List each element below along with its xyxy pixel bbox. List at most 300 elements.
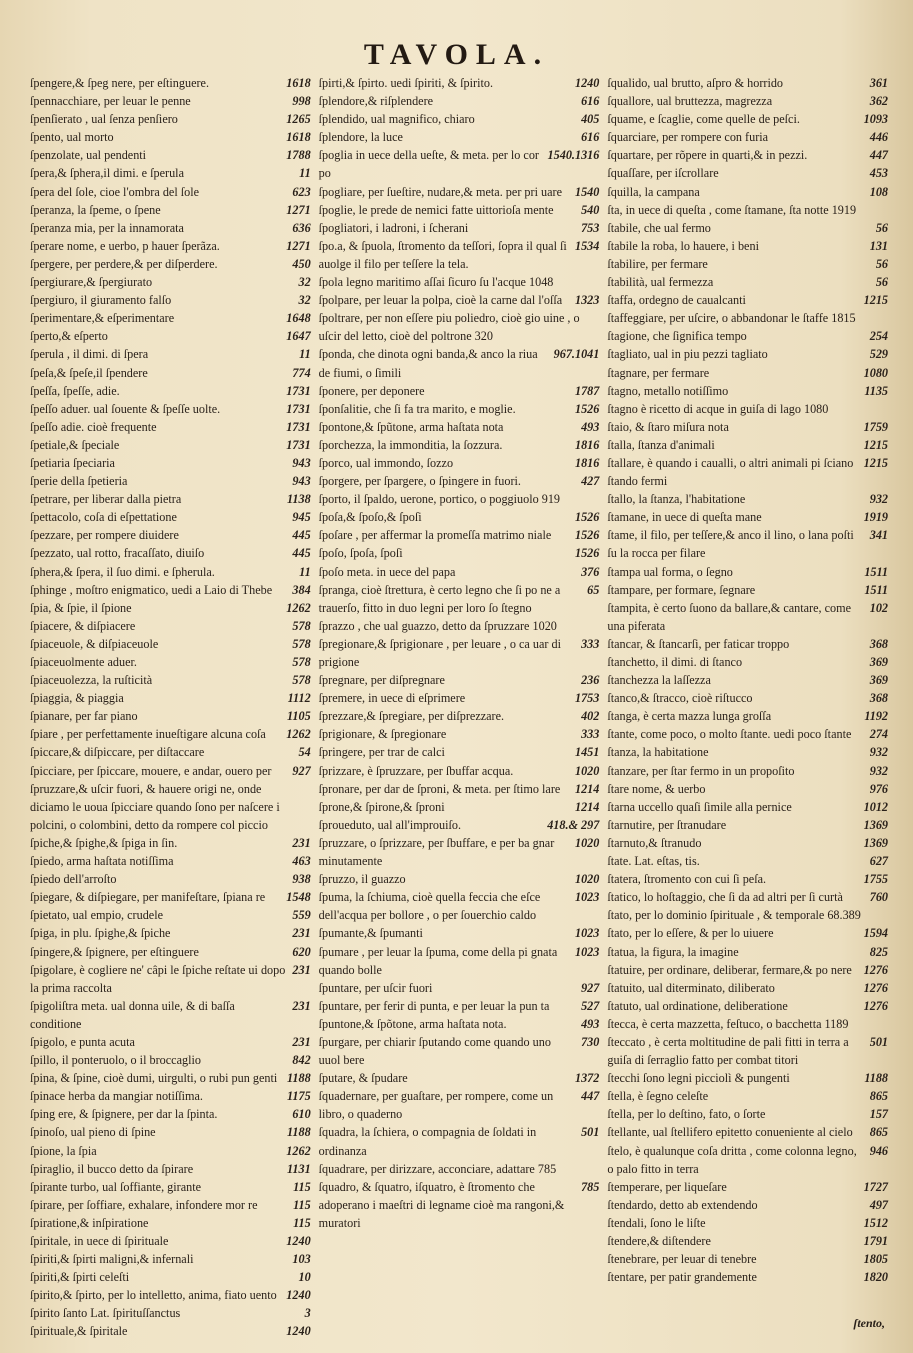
page-reference: 1240	[286, 1324, 311, 1339]
index-entry	[607, 762, 888, 780]
index-entry	[30, 1214, 311, 1232]
index-entry	[30, 382, 311, 400]
page-reference: 231	[292, 835, 311, 850]
index-term: ſtallo, la ſtanza, l'habitatione	[607, 492, 746, 507]
page-reference: 1023	[574, 944, 600, 959]
index-term: ſtendardo, detto ab extendendo	[607, 1197, 758, 1212]
page-reference: 131	[869, 238, 889, 253]
index-term: ſpinoſo, ual pieno di ſpine	[30, 1125, 156, 1140]
index-entry	[30, 128, 311, 146]
index-term: ſplendore, la luce	[318, 130, 403, 145]
page-reference: 1526	[574, 401, 600, 416]
index-term: ſpennacchiare, per leuar le penne	[30, 94, 191, 109]
page-reference: 447	[869, 148, 889, 163]
page-reference: 231	[292, 1034, 311, 1049]
catchword: ſtento,	[853, 1316, 885, 1330]
index-entry	[30, 164, 311, 182]
page-reference: 446	[869, 130, 889, 145]
page-reference: 501	[869, 1034, 889, 1049]
index-entry	[319, 563, 600, 581]
index-entry	[607, 1123, 888, 1141]
index-term: ſtelo, è qualunque coſa dritta , come colonna legno, o palo fitto in terra	[607, 1143, 857, 1176]
index-entry	[30, 1196, 311, 1214]
page-reference: 932	[869, 745, 889, 760]
index-entry	[607, 364, 888, 382]
index-term: ſpoglie, le prede de nemici fatte uittorioſa mente	[318, 202, 554, 217]
index-entry	[30, 1105, 311, 1123]
page-reference: 1188	[864, 1071, 889, 1086]
page-reference: 1262	[286, 727, 311, 742]
index-term: ſpontone,& ſpũtone, arma haſtata nota	[318, 419, 504, 434]
index-term: ſtaffeggiare, per uſcire, o abbandonar le ſtaffe 1815	[607, 311, 856, 326]
index-term: ſtare nome, & uerbo	[607, 781, 706, 796]
index-entry	[607, 798, 888, 816]
index-term: ſpiedo dell'arroſto	[30, 872, 117, 887]
page-reference: 1323	[574, 293, 600, 308]
index-entry	[319, 526, 600, 544]
page-reference: 865	[869, 1089, 889, 1104]
page-reference: 1727	[863, 1179, 889, 1194]
index-entry	[319, 1178, 600, 1232]
index-entry	[607, 1033, 888, 1069]
index-term: ſpiaceuole, & diſpiaceuole	[30, 636, 159, 651]
index-entry	[30, 345, 311, 363]
index-entry	[30, 219, 311, 237]
index-entry	[319, 870, 600, 888]
index-column-3	[607, 74, 888, 1324]
page-reference: 938	[292, 872, 311, 887]
page-reference: 1919	[863, 510, 889, 525]
index-entry	[607, 309, 888, 327]
index-entry	[30, 544, 311, 562]
index-term: ſpigolare, è cogliere ne' câpi le ſpiche reſtate ui dopo la prima raccolta	[30, 962, 286, 995]
page-reference: 1755	[863, 872, 889, 887]
index-entry	[319, 273, 600, 291]
index-entry	[30, 92, 311, 110]
index-entry	[319, 183, 600, 201]
index-entry	[319, 92, 600, 110]
index-entry	[30, 508, 311, 526]
index-term: ſpirare, per ſoffiare, exhalare, infondere mor re	[30, 1197, 258, 1212]
index-term: ſtaio, & ſtaro miſura nota	[607, 419, 729, 434]
index-entry	[30, 1087, 311, 1105]
index-term: ſperanza mia, per la innamorata	[30, 220, 184, 235]
index-term: ſquilla, la campana	[607, 184, 700, 199]
index-term: ſpiaggia, & piaggia	[30, 691, 124, 706]
page-reference: 115	[293, 1179, 311, 1194]
index-entry	[607, 888, 888, 906]
index-entry	[607, 924, 888, 942]
index-entry	[30, 1250, 311, 1268]
index-entry	[30, 110, 311, 128]
index-term: ſtellante, ual ſtellifero epitetto conueniente al cielo	[607, 1125, 853, 1140]
index-term: ſpranga, cioè ſtrettura, è certo legno che ſi po ne a trauerſo, fitto in duo legni per loro ſo ſtegno	[318, 582, 561, 615]
index-entry	[30, 870, 311, 888]
index-term: ſplendido, ual magnifico, chiaro	[318, 112, 475, 127]
page-reference: 1526	[574, 510, 600, 525]
index-term: ſquallore, ual bruttezza, magrezza	[607, 94, 773, 109]
page-reference: 10	[298, 1270, 311, 1285]
index-term: ſtabile la roba, lo hauere, i beni	[607, 238, 759, 253]
page-reference: 115	[293, 1215, 311, 1230]
index-entry	[607, 979, 888, 997]
index-term: ſqualido, ual brutto, aſpro & horrido	[607, 76, 784, 90]
index-term: ſperula , il dimi. di ſpera	[30, 347, 149, 362]
index-term: ſtecchi ſono legni picciolì & pungenti	[607, 1071, 790, 1086]
index-term: ſponere, per deponere	[318, 383, 425, 398]
index-term: ſtante, come poco, o molto ſtante. uedi poco ſtante	[607, 727, 852, 742]
index-entry	[319, 617, 600, 635]
page-reference: 1214	[574, 781, 600, 796]
index-entry	[607, 961, 888, 979]
index-term: ſteccato , è certa moltitudine de pali fitti in terra a guiſa di ſerraglio fatto per combat titori	[607, 1034, 849, 1068]
index-term: ſtancar, & ſtancarſi, per faticar troppo	[607, 636, 790, 651]
page-reference: 376	[581, 564, 600, 579]
index-entry	[607, 870, 888, 888]
index-entry	[30, 309, 311, 327]
index-term: ſtenebrare, per leuar di tenebre	[607, 1252, 757, 1267]
index-term: ſprigionare, & ſpregionare	[318, 727, 447, 742]
page-reference: 865	[869, 1125, 889, 1140]
index-term: ſpurgare, per chiarir ſputando come quando uno uuol bere	[318, 1034, 551, 1068]
index-entry	[30, 327, 311, 345]
index-entry	[319, 237, 600, 273]
index-term: ſtalla, ſtanza d'animali	[607, 437, 715, 452]
page-reference: 1215	[863, 293, 889, 308]
page-reference: 1240	[574, 76, 600, 90]
index-entry	[319, 309, 600, 345]
page-reference: 231	[292, 926, 311, 941]
index-entry	[607, 689, 888, 707]
index-term: ſtanchezza la laſſezza	[607, 673, 711, 688]
index-entry	[319, 1033, 600, 1069]
index-entry	[607, 110, 888, 128]
index-term: ſtagno, metallo notiſſimo	[607, 383, 729, 398]
index-entry	[607, 581, 888, 599]
page-reference: 825	[869, 944, 889, 959]
index-term: ſpiccare,& diſpiccare, per diſtaccare	[30, 745, 205, 760]
index-entry	[607, 418, 888, 436]
index-term: ſtato, per lo eſſere, & per lo uiuere	[607, 926, 774, 941]
page-reference: 445	[292, 528, 311, 543]
index-entry	[607, 1069, 888, 1087]
index-term: ſtella, è ſegno celeſte	[607, 1089, 709, 1104]
index-term: ſtecca, è certa mazzetta, feſtuco, o bacchetta 1189	[607, 1016, 849, 1031]
page-reference: 998	[292, 94, 311, 109]
page-reference: 774	[292, 365, 311, 380]
index-term: ſpeſſo aduer. ual ſouente & ſpeſſe uolte.	[30, 401, 221, 416]
index-entry	[607, 490, 888, 508]
index-term: ſpregionare,& ſprigionare , per leuare , o ca uar di prigione	[318, 636, 561, 669]
index-entry	[319, 508, 600, 526]
index-term: ſtella, per lo deſtino, fato, o ſorte	[607, 1107, 766, 1122]
index-entry	[30, 526, 311, 544]
index-term: ſpirti,& ſpirto. uedi ſpiriti, & ſpirito.	[318, 76, 494, 90]
index-term: ſpuma, la ſchiuma, cioè quella feccia che eſce dell'acqua per bollore , o per ſouerchio caldo	[318, 890, 541, 923]
page-reference: 427	[581, 474, 600, 489]
index-entry	[607, 345, 888, 363]
index-term: ſpirito ſanto Lat. ſpirituſſanctus	[30, 1306, 181, 1321]
page-reference: 384	[292, 582, 311, 597]
index-columns	[30, 74, 889, 1339]
index-entry	[30, 943, 311, 961]
index-entry	[607, 816, 888, 834]
page-reference: 1372	[574, 1071, 600, 1086]
index-entry	[30, 961, 311, 997]
page-reference: 56	[875, 256, 889, 271]
page-reference: 115	[293, 1197, 311, 1212]
index-term: ſpigolo, e punta acuta	[30, 1034, 135, 1049]
page-reference: 418.& 297	[547, 817, 600, 832]
page-reference: 450	[292, 256, 311, 271]
page-reference: 578	[292, 673, 311, 688]
index-term: ſtallare, è quando i caualli, o altri animali pi ſciano ſtando fermi	[607, 455, 854, 489]
index-term: ſponda, che dinota ogni banda,& anco la riua de fiumi, o ſimili	[318, 347, 538, 380]
index-term: ſpiaceuolmente aduer.	[30, 655, 137, 669]
index-term: ſtanga, è certa mazza lunga groſſa	[607, 709, 772, 724]
index-entry	[319, 725, 600, 743]
index-term: ſpingere,& ſpignere, per eſtinguere	[30, 944, 199, 959]
index-entry	[30, 418, 311, 436]
page-reference: 943	[292, 455, 311, 470]
index-term: ſtate. Lat. eſtas, tis.	[607, 854, 700, 869]
index-term: ſprizzare, è ſpruzzare, per ſbuffar acqua.	[318, 763, 514, 778]
index-entry	[30, 400, 311, 418]
index-entry	[30, 888, 311, 906]
index-entry	[319, 74, 600, 92]
index-term: ſpigoliſtra meta. ual donna uile, & di baſſa conditione	[30, 998, 235, 1031]
index-term: ſpuntone,& ſpõtone, arma haſtata nota.	[318, 1016, 507, 1031]
index-term: ſpiedo, arma haſtata notiſſima	[30, 854, 174, 869]
page-reference: 1112	[287, 691, 311, 706]
index-entry	[30, 1033, 311, 1051]
index-term: ſpregnare, per diſpregnare	[318, 673, 445, 688]
page-reference: 65	[587, 582, 600, 597]
index-term: ſtarnuto,& ſtranudo	[607, 835, 702, 850]
index-entry	[30, 1304, 311, 1322]
index-term: ſquadra, la ſchiera, o compagnia de ſoldati in ordinanza	[318, 1125, 537, 1158]
index-term: ſpoſare , per affermar la promeſſa matrimo niale	[318, 528, 552, 543]
index-entry	[607, 653, 888, 671]
index-entry	[607, 1232, 888, 1250]
index-entry	[30, 1322, 311, 1340]
index-entry	[319, 1015, 600, 1033]
index-entry	[30, 997, 311, 1033]
index-entry	[30, 635, 311, 653]
index-entry	[30, 490, 311, 508]
index-term: ſpeſa,& ſpeſe,il ſpendere	[30, 365, 148, 380]
index-entry	[30, 743, 311, 761]
index-entry	[30, 1142, 311, 1160]
index-entry	[607, 327, 888, 345]
index-entry	[607, 436, 888, 454]
page-reference: 1548	[286, 890, 311, 905]
index-entry	[30, 255, 311, 273]
index-term: ſta, in uece di queſta , come ſtamane, ſta notte 1919	[607, 202, 857, 217]
index-entry	[30, 906, 311, 924]
index-term: ſpera,& ſphera,il dimi. e ſperula	[30, 166, 184, 181]
page-reference: 945	[292, 510, 311, 525]
page-reference: 453	[869, 166, 889, 181]
index-entry	[319, 888, 600, 924]
index-term: ſtarna uccello quaſi ſimile alla pernice	[607, 799, 792, 814]
index-entry	[30, 707, 311, 725]
index-term: ſtarnutire, per ſtranudare	[607, 817, 727, 832]
index-entry	[607, 183, 888, 201]
index-entry	[319, 997, 600, 1015]
index-entry	[607, 201, 888, 219]
index-entry	[607, 237, 888, 255]
page-reference: 231	[292, 998, 311, 1013]
index-term: ſperie della ſpetieria	[30, 474, 128, 489]
index-term: ſpianare, per far piano	[30, 709, 138, 724]
index-term: ſpietato, ual empio, crudele	[30, 908, 163, 923]
index-entry	[30, 1232, 311, 1250]
index-entry	[319, 762, 600, 780]
index-term: ſpronare, per dar de ſproni, & meta. per ſtimo lare	[318, 781, 561, 796]
index-term: ſpergiurare,& ſpergiurato	[30, 275, 153, 290]
index-entry	[607, 255, 888, 273]
page-reference: 1526	[574, 528, 600, 543]
index-entry	[319, 490, 600, 508]
index-term: ſpenſierato , ual ſenza penſiero	[30, 112, 178, 127]
page-reference: 623	[292, 184, 311, 199]
page-reference: 402	[581, 709, 600, 724]
index-term: ſperimentare,& eſperimentare	[30, 311, 175, 326]
page-reference: 1276	[863, 980, 889, 995]
index-term: ſpia, & ſpie, il ſpione	[30, 600, 132, 615]
index-entry	[607, 997, 888, 1015]
index-term: ſtentare, per patir grandemente	[607, 1270, 757, 1285]
page-reference: 753	[581, 220, 600, 235]
page-reference: 32	[298, 275, 311, 290]
page-reference: 1215	[863, 437, 889, 452]
page-reference: 1753	[574, 691, 600, 706]
page-reference: 493	[581, 1016, 600, 1031]
index-term: ſponſalitie, che ſi fa tra marito, e moglie.	[318, 401, 516, 416]
page-reference: 540	[581, 202, 600, 217]
page-reference: 3	[304, 1306, 311, 1321]
index-term: ſpruzzo, il guazzo	[318, 872, 406, 887]
page-reference: 616	[581, 130, 600, 145]
page-reference: 730	[581, 1034, 600, 1049]
page-reference: 1265	[286, 112, 311, 127]
index-term: ſpoſo, ſpoſa, ſpoſi	[318, 546, 403, 561]
index-entry	[607, 943, 888, 961]
index-term: ſpiriti,& ſpirti maligni,& infernali	[30, 1252, 194, 1267]
page-reference: 231	[292, 962, 311, 977]
index-term: ſtanco,& ſtracco, cioè riſtucco	[607, 691, 753, 706]
index-term: ſtato, per lo dominio ſpirituale , & temporale 68.389	[607, 908, 861, 923]
index-term: ſpetiale,& ſpeciale	[30, 437, 120, 452]
index-entry	[319, 581, 600, 617]
index-entry	[319, 1087, 600, 1123]
index-column-1	[30, 74, 311, 1339]
index-term: ſtanza, la habitatione	[607, 745, 709, 760]
page-reference: 361	[869, 76, 889, 90]
index-term: ſquartare, per rõpere in quarti,& in pezzi.	[607, 148, 808, 163]
page-reference: 1451	[574, 745, 600, 760]
page-reference: 1534	[574, 238, 600, 253]
page-reference: 1262	[286, 600, 311, 615]
index-entry	[319, 382, 600, 400]
page-reference: 578	[292, 636, 311, 651]
page-reference: 1369	[863, 835, 889, 850]
page-reference: 760	[869, 890, 889, 905]
index-entry	[30, 1268, 311, 1286]
index-entry	[607, 219, 888, 237]
index-entry	[30, 617, 311, 635]
index-term: ſtamane, in uece di queſta mane	[607, 510, 762, 525]
index-term: ſpogliare, per ſueſtire, nudare,& meta. per pri uare	[318, 184, 562, 199]
index-entry	[319, 816, 600, 834]
page-reference: 362	[869, 94, 889, 109]
index-entry	[30, 1051, 311, 1069]
index-entry	[30, 852, 311, 870]
index-column-2	[319, 74, 600, 1324]
page-reference: 1020	[574, 835, 600, 850]
index-term: ſping ere, & ſpignere, per dar la ſpinta.	[30, 1107, 218, 1122]
index-term: ſpoglia in uece della ueſte, & meta. per lo cor po	[318, 148, 539, 181]
index-entry	[607, 400, 888, 418]
index-term: ſtagliato, ual in piu pezzi tagliato	[607, 347, 768, 362]
index-entry	[607, 671, 888, 689]
index-term: ſpergere, per perdere,& per diſperdere.	[30, 256, 218, 271]
page-reference: 785	[581, 1179, 600, 1194]
index-entry	[607, 834, 888, 852]
page-reference: 102	[869, 600, 889, 615]
index-entry	[319, 798, 600, 816]
index-term: ſpiaceuolezza, la ruſticità	[30, 673, 153, 688]
page-reference: 254	[869, 329, 889, 344]
index-term: ſtanzare, per ſtar fermo in un propoſito	[607, 763, 795, 778]
index-entry	[30, 1178, 311, 1196]
index-entry	[30, 472, 311, 490]
page-reference: 610	[292, 1107, 311, 1122]
index-entry	[607, 273, 888, 291]
page-reference: 932	[869, 492, 889, 507]
index-entry	[607, 454, 888, 490]
index-entry	[319, 454, 600, 472]
index-term: ſputare, & ſpudare	[318, 1071, 408, 1086]
page-reference: 529	[869, 347, 889, 362]
index-term: ſquame, e ſcaglie, come quelle de peſci.	[607, 112, 800, 127]
page-reference: 157	[869, 1107, 889, 1122]
page-reference: 493	[581, 419, 600, 434]
index-entry	[607, 1250, 888, 1268]
index-term: ſpuntare, per uſcir fuori	[318, 980, 433, 995]
index-term: ſphera,& ſpera, il ſuo dimi. e ſpherula.	[30, 564, 215, 579]
index-entry	[319, 291, 600, 309]
page-reference: 1276	[863, 998, 889, 1013]
index-entry	[30, 183, 311, 201]
index-entry	[607, 725, 888, 743]
page-reference: 927	[292, 763, 311, 778]
page-reference: 1816	[574, 455, 600, 470]
page-reference: 1023	[574, 926, 600, 941]
page-reference: 1023	[574, 890, 600, 905]
index-entry	[607, 1214, 888, 1232]
page-reference: 1731	[286, 437, 311, 452]
index-term: ſpiratione,& inſpiratione	[30, 1215, 149, 1230]
page-reference: 11	[299, 564, 311, 579]
index-entry	[607, 906, 888, 924]
page-title: TAVOLA.	[363, 38, 550, 71]
page-reference: 1020	[574, 872, 600, 887]
index-term: ſpillo, il ponteruolo, o il broccaglio	[30, 1053, 201, 1068]
index-term: ſpiegare, & diſpiegare, per manifeſtare, ſpiana re	[30, 890, 266, 905]
index-term: ſpiare , per perfettamente inueſtigare alcuna coſa	[30, 727, 266, 742]
